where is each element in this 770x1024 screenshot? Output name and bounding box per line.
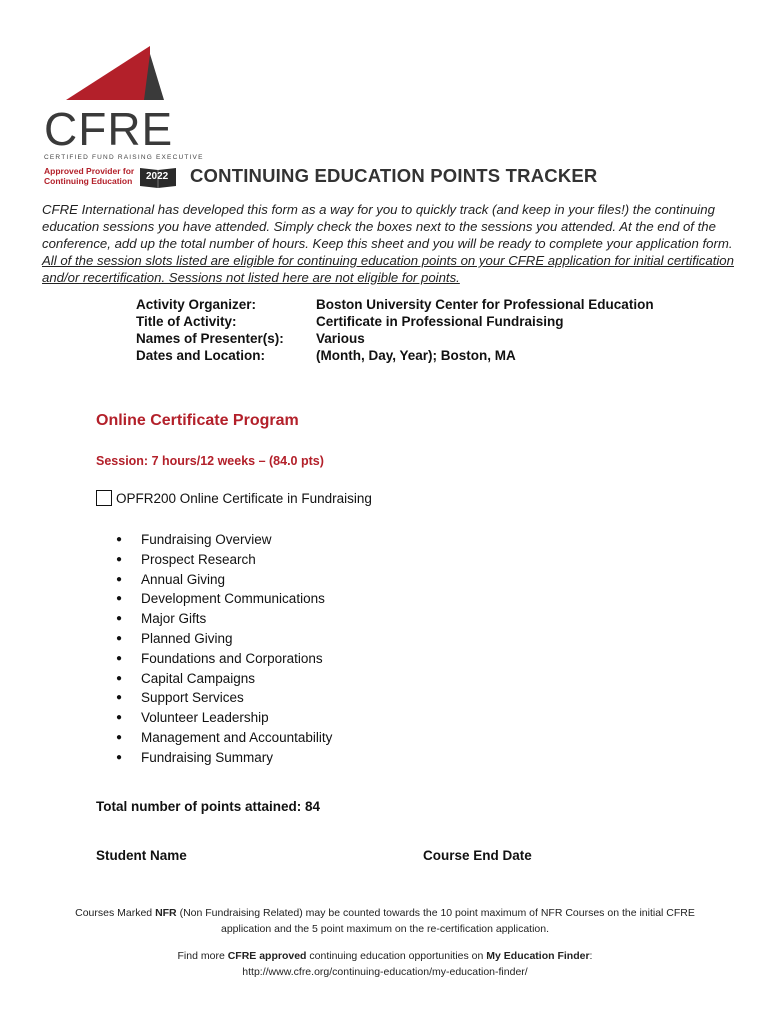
topic-label: Annual Giving [141, 571, 226, 587]
list-item [116, 570, 332, 590]
list-item [116, 708, 332, 728]
bullet-icon: ● [116, 593, 123, 605]
topic-label: Planned Giving [141, 630, 233, 646]
intro-text: CFRE International has developed this form as a way for you to quickly track (and keep in your files!) the continuing education sessions you have attended. Simply check the boxes next to the sessions you attended. At the end of the conference, add up the total number of hours. Keep this sheet and you will be ready to complete your application form. [42, 202, 733, 251]
bullet-icon: ● [116, 672, 123, 684]
bullet-icon: ● [116, 632, 123, 644]
activity-info [136, 296, 654, 364]
bullet-icon: ● [116, 712, 123, 724]
info-value: Certificate in Professional Fundraising [316, 314, 564, 329]
page-title: CONTINUING EDUCATION POINTS TRACKER [190, 165, 598, 186]
topic-label: Support Services [141, 690, 244, 706]
info-value: (Month, Day, Year); Boston, MA [316, 348, 516, 363]
topic-label: Capital Campaigns [141, 670, 256, 686]
finder-text: : [589, 950, 593, 962]
cfre-logo [42, 44, 204, 194]
finder-bold: CFRE approved [227, 950, 307, 962]
list-item [116, 728, 332, 748]
course-end-date-label: Course End Date [423, 848, 532, 863]
list-item [116, 609, 332, 629]
list-item [116, 688, 332, 708]
course-label: OPFR200 Online Certificate in Fundraising [116, 490, 372, 506]
info-label: Names of Presenter(s): [136, 331, 284, 346]
info-row [136, 330, 654, 347]
info-row [136, 313, 654, 330]
topic-label: Fundraising Overview [141, 532, 272, 547]
list-item [116, 629, 332, 649]
info-value: Various [316, 331, 365, 346]
list-item [116, 530, 332, 550]
session-info: Session: 7 hours/12 weeks – (84.0 pts) [96, 454, 324, 468]
list-item [116, 669, 332, 689]
topic-label: Foundations and Corporations [141, 650, 323, 666]
logo-tagline: CERTIFIED FUND RAISING EXECUTIVE [44, 154, 204, 161]
info-label: Dates and Location: [136, 348, 266, 363]
badge-line-1: Approved Provider for [44, 166, 135, 176]
student-name-label: Student Name [96, 848, 187, 863]
finder-link-name: My Education Finder [486, 950, 590, 962]
education-finder-note [60, 949, 710, 980]
bullet-icon: ● [116, 692, 123, 704]
list-item [116, 550, 332, 570]
topic-list [116, 530, 332, 768]
total-points: Total number of points attained: 84 [96, 799, 321, 814]
education-finder-link[interactable]: http://www.cfre.org/continuing-education/my-education-finder/ [242, 965, 528, 978]
bullet-icon: ● [116, 573, 123, 585]
info-label: Title of Activity: [136, 314, 237, 329]
bullet-icon: ● [116, 613, 123, 625]
intro-paragraph [42, 201, 742, 286]
list-item [116, 649, 332, 669]
finder-text: Find more [177, 950, 228, 962]
info-row [136, 347, 654, 364]
badge-line-2: Continuing Education [44, 176, 133, 186]
course-checkbox[interactable] [96, 490, 112, 506]
info-label: Activity Organizer: [136, 297, 257, 312]
topic-label: Management and Accountability [141, 729, 333, 745]
approved-provider-badge [42, 164, 180, 190]
list-item [116, 748, 332, 768]
nfr-note [60, 906, 710, 937]
nfr-note-text: Courses Marked [75, 907, 156, 919]
bullet-icon: ● [116, 652, 123, 664]
topic-label: Major Gifts [141, 611, 207, 627]
badge-year: 2022 [146, 171, 169, 182]
finder-text: continuing education opportunities on [306, 950, 487, 962]
bullet-icon: ● [116, 534, 123, 545]
nfr-abbrev: NFR [155, 907, 177, 919]
bullet-icon: ● [116, 751, 123, 763]
course-item [96, 490, 372, 506]
logo-triangle-icon [42, 44, 182, 106]
program-title: Online Certificate Program [96, 412, 299, 429]
topic-label: Fundraising Summary [141, 749, 274, 765]
topic-label: Prospect Research [141, 551, 256, 567]
badge-text [44, 166, 134, 186]
bullet-icon: ● [116, 553, 123, 565]
info-value: Boston University Center for Professional Education [316, 297, 654, 312]
list-item [116, 589, 332, 609]
bullet-icon: ● [116, 731, 123, 743]
topic-label: Volunteer Leadership [141, 710, 269, 726]
intro-eligibility-note: All of the session slots listed are eligible for continuing education points on your CFRE application for initial certification and/or recertification. Sessions not listed here are not eligible for points. [42, 253, 734, 285]
topic-label: Development Communications [141, 591, 325, 607]
logo-wordmark: CFRE [44, 103, 174, 155]
info-row [136, 296, 654, 313]
nfr-note-text: (Non Fundraising Related) may be counted towards the 10 point maximum of NFR Courses on the initial CFRE application and the 5 point maximum on the re-certification application. [176, 907, 695, 935]
